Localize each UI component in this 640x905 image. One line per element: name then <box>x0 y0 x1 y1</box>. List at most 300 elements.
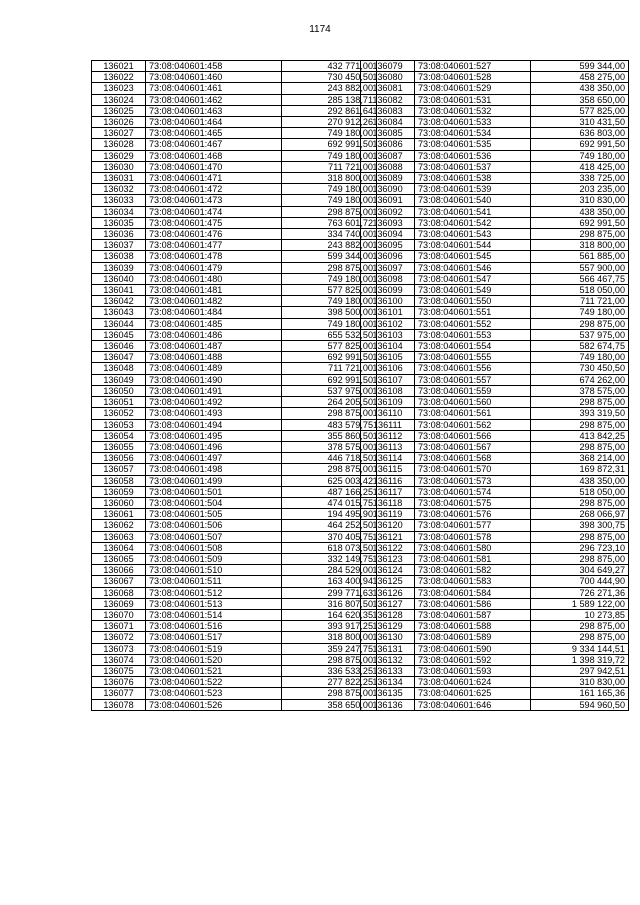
cadastral-value-cell: 618 073,50 <box>282 542 377 553</box>
table-row <box>361 565 629 576</box>
table-row <box>361 576 629 587</box>
cadastral-number-cell: 73:08:040601:512 <box>146 587 282 598</box>
cadastral-value-cell: 438 350,00 <box>531 475 629 486</box>
table-row <box>92 128 377 139</box>
cadastral-number-cell: 73:08:040601:559 <box>415 385 531 396</box>
table-row <box>92 621 377 632</box>
table-row <box>361 318 629 329</box>
registry-table-left-body <box>92 61 377 711</box>
cadastral-value-cell: 298 875,00 <box>282 688 377 699</box>
table-row <box>92 430 377 441</box>
table-row <box>361 643 629 654</box>
row-number-cell: 136099 <box>361 285 415 296</box>
cadastral-number-cell: 73:08:040601:547 <box>415 273 531 284</box>
cadastral-number-cell: 73:08:040601:486 <box>146 329 282 340</box>
cadastral-value-cell: 277 822,25 <box>282 677 377 688</box>
table-row <box>361 217 629 228</box>
cadastral-value-cell: 164 620,35 <box>282 609 377 620</box>
row-number-cell: 136040 <box>92 273 146 284</box>
cadastral-number-cell: 73:08:040601:477 <box>146 240 282 251</box>
cadastral-value-cell: 161 165,36 <box>531 688 629 699</box>
table-row <box>361 105 629 116</box>
cadastral-value-cell: 749 180,00 <box>282 273 377 284</box>
table-row <box>92 251 377 262</box>
cadastral-value-cell: 336 533,25 <box>282 665 377 676</box>
cadastral-number-cell: 73:08:040601:543 <box>415 229 531 240</box>
table-row <box>361 341 629 352</box>
cadastral-number-cell: 73:08:040601:514 <box>146 609 282 620</box>
cadastral-value-cell: 599 344,00 <box>531 61 629 72</box>
cadastral-number-cell: 73:08:040601:522 <box>146 677 282 688</box>
cadastral-number-cell: 73:08:040601:492 <box>146 397 282 408</box>
cadastral-number-cell: 73:08:040601:516 <box>146 621 282 632</box>
row-number-cell: 136084 <box>361 117 415 128</box>
row-number-cell: 136135 <box>361 688 415 699</box>
table-row <box>361 61 629 72</box>
cadastral-number-cell: 73:08:040601:554 <box>415 341 531 352</box>
cadastral-number-cell: 73:08:040601:461 <box>146 83 282 94</box>
cadastral-value-cell: 194 495,90 <box>282 509 377 520</box>
cadastral-number-cell: 73:08:040601:505 <box>146 509 282 520</box>
table-row <box>92 217 377 228</box>
cadastral-number-cell: 73:08:040601:460 <box>146 72 282 83</box>
cadastral-value-cell: 438 350,00 <box>531 206 629 217</box>
row-number-cell: 136113 <box>361 441 415 452</box>
cadastral-number-cell: 73:08:040601:474 <box>146 206 282 217</box>
cadastral-number-cell: 73:08:040601:567 <box>415 441 531 452</box>
table-row <box>92 587 377 598</box>
table-row <box>361 150 629 161</box>
row-number-cell: 136065 <box>92 553 146 564</box>
cadastral-number-cell: 73:08:040601:511 <box>146 576 282 587</box>
cadastral-number-cell: 73:08:040601:467 <box>146 139 282 150</box>
cadastral-number-cell: 73:08:040601:539 <box>415 184 531 195</box>
table-row <box>92 307 377 318</box>
table-row <box>361 262 629 273</box>
table-row <box>361 251 629 262</box>
cadastral-value-cell: 730 450,50 <box>531 363 629 374</box>
table-row <box>361 352 629 363</box>
table-row <box>92 665 377 676</box>
row-number-cell: 136082 <box>361 94 415 105</box>
row-number-cell: 136086 <box>361 139 415 150</box>
cadastral-number-cell: 73:08:040601:464 <box>146 117 282 128</box>
row-number-cell: 136080 <box>361 72 415 83</box>
row-number-cell: 136071 <box>92 621 146 632</box>
table-row <box>361 139 629 150</box>
cadastral-number-cell: 73:08:040601:590 <box>415 643 531 654</box>
cadastral-value-cell: 299 771,63 <box>282 587 377 598</box>
cadastral-value-cell: 749 180,00 <box>282 195 377 206</box>
row-number-cell: 136051 <box>92 397 146 408</box>
table-row <box>92 83 377 94</box>
cadastral-value-cell: 298 875,00 <box>531 531 629 542</box>
cadastral-number-cell: 73:08:040601:533 <box>415 117 531 128</box>
row-number-cell: 136098 <box>361 273 415 284</box>
cadastral-number-cell: 73:08:040601:574 <box>415 486 531 497</box>
cadastral-value-cell: 711 721,00 <box>282 161 377 172</box>
row-number-cell: 136023 <box>92 83 146 94</box>
cadastral-value-cell: 393 319,50 <box>531 408 629 419</box>
cadastral-value-cell: 359 247,75 <box>282 643 377 654</box>
cadastral-value-cell: 334 740,00 <box>282 229 377 240</box>
table-row <box>361 385 629 396</box>
cadastral-value-cell: 749 180,00 <box>282 296 377 307</box>
cadastral-value-cell: 749 180,00 <box>531 352 629 363</box>
table-row <box>361 161 629 172</box>
row-number-cell: 136024 <box>92 94 146 105</box>
cadastral-number-cell: 73:08:040601:476 <box>146 229 282 240</box>
row-number-cell: 136039 <box>92 262 146 273</box>
table-row <box>92 173 377 184</box>
table-row <box>92 94 377 105</box>
row-number-cell: 136105 <box>361 352 415 363</box>
table-row <box>92 475 377 486</box>
table-row <box>92 598 377 609</box>
table-row <box>361 475 629 486</box>
table-row <box>361 665 629 676</box>
table-row <box>361 486 629 497</box>
cadastral-value-cell: 292 861,64 <box>282 105 377 116</box>
cadastral-value-cell: 285 138,71 <box>282 94 377 105</box>
cadastral-number-cell: 73:08:040601:493 <box>146 408 282 419</box>
table-row <box>92 329 377 340</box>
table-row <box>361 497 629 508</box>
cadastral-value-cell: 749 180,00 <box>531 307 629 318</box>
cadastral-value-cell: 582 674,75 <box>531 341 629 352</box>
cadastral-number-cell: 73:08:040601:481 <box>146 285 282 296</box>
cadastral-number-cell: 73:08:040601:537 <box>415 161 531 172</box>
row-number-cell: 136081 <box>361 83 415 94</box>
cadastral-value-cell: 304 649,27 <box>531 565 629 576</box>
cadastral-number-cell: 73:08:040601:463 <box>146 105 282 116</box>
cadastral-value-cell: 692 991,50 <box>531 217 629 228</box>
row-number-cell: 136021 <box>92 61 146 72</box>
cadastral-value-cell: 298 875,00 <box>282 262 377 273</box>
cadastral-value-cell: 655 532,50 <box>282 329 377 340</box>
row-number-cell: 136059 <box>92 486 146 497</box>
table-row <box>361 72 629 83</box>
table-row <box>361 587 629 598</box>
table-row <box>92 285 377 296</box>
cadastral-number-cell: 73:08:040601:562 <box>415 419 531 430</box>
cadastral-value-cell: 243 882,00 <box>282 240 377 251</box>
cadastral-number-cell: 73:08:040601:482 <box>146 296 282 307</box>
row-number-cell: 136032 <box>92 184 146 195</box>
row-number-cell: 136119 <box>361 509 415 520</box>
table-row <box>92 632 377 643</box>
cadastral-value-cell: 711 721,00 <box>282 363 377 374</box>
cadastral-number-cell: 73:08:040601:549 <box>415 285 531 296</box>
cadastral-value-cell: 398 300,75 <box>531 520 629 531</box>
cadastral-value-cell: 537 975,00 <box>531 329 629 340</box>
row-number-cell: 136123 <box>361 553 415 564</box>
cadastral-value-cell: 318 800,00 <box>531 240 629 251</box>
cadastral-number-cell: 73:08:040601:538 <box>415 173 531 184</box>
row-number-cell: 136022 <box>92 72 146 83</box>
row-number-cell: 136035 <box>92 217 146 228</box>
table-row <box>361 229 629 240</box>
table-row <box>361 621 629 632</box>
row-number-cell: 136054 <box>92 430 146 441</box>
cadastral-value-cell: 711 721,00 <box>531 296 629 307</box>
registry-table-right-body <box>361 61 629 711</box>
row-number-cell: 136134 <box>361 677 415 688</box>
row-number-cell: 136121 <box>361 531 415 542</box>
row-number-cell: 136133 <box>361 665 415 676</box>
row-number-cell: 136092 <box>361 206 415 217</box>
row-number-cell: 136027 <box>92 128 146 139</box>
table-row <box>92 408 377 419</box>
table-row <box>361 464 629 475</box>
table-row <box>92 609 377 620</box>
cadastral-number-cell: 73:08:040601:541 <box>415 206 531 217</box>
cadastral-number-cell: 73:08:040601:584 <box>415 587 531 598</box>
row-number-cell: 136045 <box>92 329 146 340</box>
row-number-cell: 136090 <box>361 184 415 195</box>
row-number-cell: 136114 <box>361 453 415 464</box>
cadastral-number-cell: 73:08:040601:504 <box>146 497 282 508</box>
table-row <box>92 184 377 195</box>
table-row <box>92 531 377 542</box>
row-number-cell: 136104 <box>361 341 415 352</box>
table-row <box>92 352 377 363</box>
table-row <box>361 128 629 139</box>
table-row <box>92 699 377 710</box>
table-row <box>92 61 377 72</box>
cadastral-value-cell: 318 800,00 <box>282 632 377 643</box>
cadastral-number-cell: 73:08:040601:491 <box>146 385 282 396</box>
row-number-cell: 136046 <box>92 341 146 352</box>
cadastral-value-cell: 487 166,25 <box>282 486 377 497</box>
cadastral-value-cell: 370 405,75 <box>282 531 377 542</box>
cadastral-value-cell: 310 431,50 <box>531 117 629 128</box>
row-number-cell: 136041 <box>92 285 146 296</box>
row-number-cell: 136088 <box>361 161 415 172</box>
row-number-cell: 136118 <box>361 497 415 508</box>
row-number-cell: 136110 <box>361 408 415 419</box>
row-number-cell: 136120 <box>361 520 415 531</box>
cadastral-value-cell: 310 830,00 <box>531 677 629 688</box>
row-number-cell: 136122 <box>361 542 415 553</box>
row-number-cell: 136036 <box>92 229 146 240</box>
cadastral-value-cell: 298 875,00 <box>531 621 629 632</box>
cadastral-value-cell: 561 885,00 <box>531 251 629 262</box>
row-number-cell: 136056 <box>92 453 146 464</box>
cadastral-value-cell: 700 444,90 <box>531 576 629 587</box>
table-row <box>92 105 377 116</box>
row-number-cell: 136033 <box>92 195 146 206</box>
cadastral-number-cell: 73:08:040601:536 <box>415 150 531 161</box>
cadastral-value-cell: 438 350,00 <box>531 83 629 94</box>
table-row <box>361 419 629 430</box>
cadastral-value-cell: 163 400,94 <box>282 576 377 587</box>
cadastral-number-cell: 73:08:040601:497 <box>146 453 282 464</box>
cadastral-value-cell: 318 800,00 <box>282 173 377 184</box>
cadastral-number-cell: 73:08:040601:475 <box>146 217 282 228</box>
row-number-cell: 136061 <box>92 509 146 520</box>
row-number-cell: 136038 <box>92 251 146 262</box>
row-number-cell: 136034 <box>92 206 146 217</box>
cadastral-number-cell: 73:08:040601:495 <box>146 430 282 441</box>
cadastral-value-cell: 1 589 122,00 <box>531 598 629 609</box>
row-number-cell: 136053 <box>92 419 146 430</box>
row-number-cell: 136030 <box>92 161 146 172</box>
cadastral-number-cell: 73:08:040601:551 <box>415 307 531 318</box>
row-number-cell: 136028 <box>92 139 146 150</box>
cadastral-value-cell: 378 575,00 <box>531 385 629 396</box>
table-row <box>92 273 377 284</box>
cadastral-number-cell: 73:08:040601:560 <box>415 397 531 408</box>
row-number-cell: 136069 <box>92 598 146 609</box>
page-number: 1174 <box>309 24 331 35</box>
cadastral-value-cell: 298 875,00 <box>282 206 377 217</box>
cadastral-number-cell: 73:08:040601:546 <box>415 262 531 273</box>
cadastral-value-cell: 298 875,00 <box>531 441 629 452</box>
cadastral-number-cell: 73:08:040601:581 <box>415 553 531 564</box>
cadastral-number-cell: 73:08:040601:578 <box>415 531 531 542</box>
cadastral-value-cell: 332 149,75 <box>282 553 377 564</box>
table-row <box>361 632 629 643</box>
table-row <box>361 441 629 452</box>
table-row <box>92 441 377 452</box>
row-number-cell: 136094 <box>361 229 415 240</box>
row-number-cell: 136067 <box>92 576 146 587</box>
table-row <box>92 654 377 665</box>
table-row <box>92 72 377 83</box>
table-row <box>92 688 377 699</box>
cadastral-value-cell: 625 003,42 <box>282 475 377 486</box>
cadastral-value-cell: 749 180,00 <box>282 184 377 195</box>
cadastral-value-cell: 483 579,75 <box>282 419 377 430</box>
cadastral-number-cell: 73:08:040601:484 <box>146 307 282 318</box>
cadastral-number-cell: 73:08:040601:589 <box>415 632 531 643</box>
table-row <box>92 206 377 217</box>
cadastral-number-cell: 73:08:040601:462 <box>146 94 282 105</box>
cadastral-number-cell: 73:08:040601:509 <box>146 553 282 564</box>
cadastral-value-cell: 270 912,26 <box>282 117 377 128</box>
row-number-cell: 136057 <box>92 464 146 475</box>
row-number-cell: 136136 <box>361 699 415 710</box>
table-row <box>361 329 629 340</box>
table-row <box>92 677 377 688</box>
row-number-cell: 136037 <box>92 240 146 251</box>
cadastral-value-cell: 296 723,10 <box>531 542 629 553</box>
table-row <box>361 677 629 688</box>
row-number-cell: 136070 <box>92 609 146 620</box>
cadastral-value-cell: 284 529,00 <box>282 565 377 576</box>
cadastral-number-cell: 73:08:040601:625 <box>415 688 531 699</box>
table-row <box>92 117 377 128</box>
cadastral-value-cell: 577 825,00 <box>282 341 377 352</box>
row-number-cell: 136074 <box>92 654 146 665</box>
row-number-cell: 136062 <box>92 520 146 531</box>
cadastral-value-cell: 243 882,00 <box>282 83 377 94</box>
row-number-cell: 136050 <box>92 385 146 396</box>
cadastral-number-cell: 73:08:040601:568 <box>415 453 531 464</box>
cadastral-value-cell: 730 450,50 <box>282 72 377 83</box>
row-number-cell: 136064 <box>92 542 146 553</box>
cadastral-number-cell: 73:08:040601:473 <box>146 195 282 206</box>
row-number-cell: 136109 <box>361 397 415 408</box>
cadastral-number-cell: 73:08:040601:508 <box>146 542 282 553</box>
table-row <box>92 318 377 329</box>
cadastral-value-cell: 749 180,00 <box>531 150 629 161</box>
cadastral-number-cell: 73:08:040601:532 <box>415 105 531 116</box>
cadastral-value-cell: 594 960,50 <box>531 699 629 710</box>
row-number-cell: 136115 <box>361 464 415 475</box>
row-number-cell: 136072 <box>92 632 146 643</box>
registry-table-left <box>91 60 377 711</box>
cadastral-number-cell: 73:08:040601:487 <box>146 341 282 352</box>
cadastral-value-cell: 464 252,50 <box>282 520 377 531</box>
table-row <box>92 150 377 161</box>
cadastral-number-cell: 73:08:040601:528 <box>415 72 531 83</box>
row-number-cell: 136063 <box>92 531 146 542</box>
cadastral-number-cell: 73:08:040601:523 <box>146 688 282 699</box>
cadastral-number-cell: 73:08:040601:519 <box>146 643 282 654</box>
row-number-cell: 136129 <box>361 621 415 632</box>
cadastral-number-cell: 73:08:040601:580 <box>415 542 531 553</box>
row-number-cell: 136048 <box>92 363 146 374</box>
table-row <box>92 576 377 587</box>
table-row <box>361 531 629 542</box>
table-row <box>92 363 377 374</box>
table-row <box>361 699 629 710</box>
cadastral-value-cell: 358 650,00 <box>282 699 377 710</box>
table-row <box>361 609 629 620</box>
table-row <box>92 397 377 408</box>
cadastral-value-cell: 474 015,75 <box>282 497 377 508</box>
row-number-cell: 136127 <box>361 598 415 609</box>
table-row <box>92 385 377 396</box>
table-row <box>361 453 629 464</box>
cadastral-number-cell: 73:08:040601:507 <box>146 531 282 542</box>
cadastral-number-cell: 73:08:040601:557 <box>415 374 531 385</box>
cadastral-number-cell: 73:08:040601:478 <box>146 251 282 262</box>
cadastral-value-cell: 393 917,25 <box>282 621 377 632</box>
cadastral-number-cell: 73:08:040601:553 <box>415 329 531 340</box>
cadastral-number-cell: 73:08:040601:566 <box>415 430 531 441</box>
cadastral-value-cell: 749 180,00 <box>282 128 377 139</box>
row-number-cell: 136085 <box>361 128 415 139</box>
cadastral-value-cell: 692 991,50 <box>282 352 377 363</box>
cadastral-value-cell: 418 425,00 <box>531 161 629 172</box>
table-row <box>92 497 377 508</box>
row-number-cell: 136112 <box>361 430 415 441</box>
cadastral-number-cell: 73:08:040601:480 <box>146 273 282 284</box>
row-number-cell: 136089 <box>361 173 415 184</box>
cadastral-number-cell: 73:08:040601:570 <box>415 464 531 475</box>
row-number-cell: 136101 <box>361 307 415 318</box>
cadastral-number-cell: 73:08:040601:550 <box>415 296 531 307</box>
cadastral-value-cell: 413 842,25 <box>531 430 629 441</box>
cadastral-value-cell: 297 942,51 <box>531 665 629 676</box>
cadastral-number-cell: 73:08:040601:488 <box>146 352 282 363</box>
cadastral-value-cell: 674 262,00 <box>531 374 629 385</box>
row-number-cell: 136132 <box>361 654 415 665</box>
table-row <box>361 307 629 318</box>
cadastral-number-cell: 73:08:040601:490 <box>146 374 282 385</box>
row-number-cell: 136097 <box>361 262 415 273</box>
cadastral-number-cell: 73:08:040601:561 <box>415 408 531 419</box>
cadastral-number-cell: 73:08:040601:646 <box>415 699 531 710</box>
table-row <box>361 117 629 128</box>
cadastral-number-cell: 73:08:040601:540 <box>415 195 531 206</box>
cadastral-value-cell: 726 271,36 <box>531 587 629 598</box>
row-number-cell: 136131 <box>361 643 415 654</box>
cadastral-value-cell: 298 875,00 <box>282 408 377 419</box>
